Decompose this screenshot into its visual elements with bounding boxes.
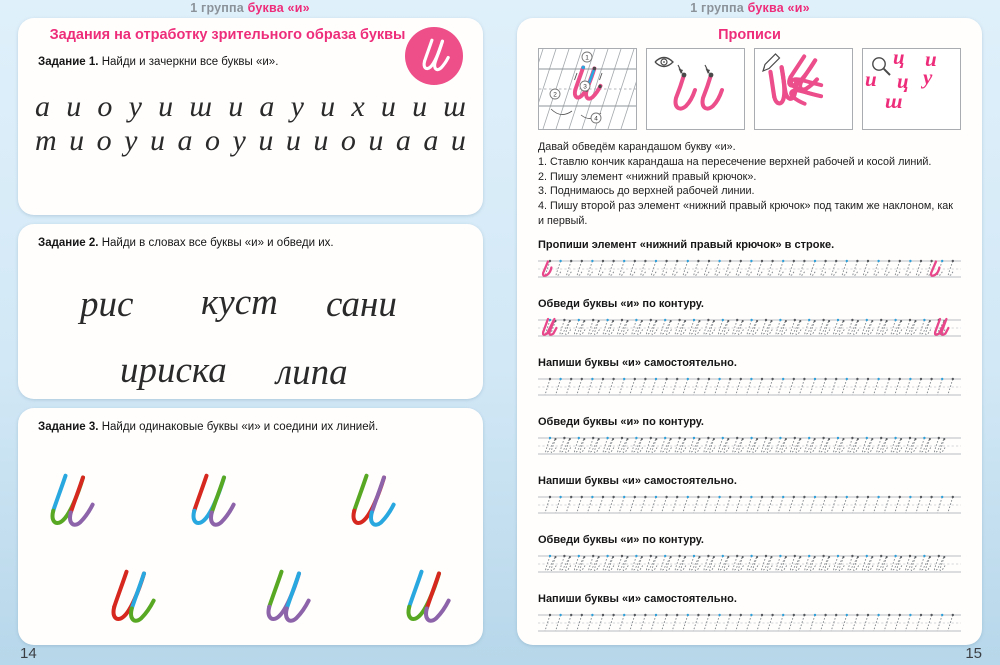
svg-text:2: 2: [553, 91, 557, 99]
practice-writing-line: [538, 433, 961, 459]
left-page-title: Задания на отработку зрительного образа буквы: [49, 27, 406, 43]
intro-text: Давай обведём карандашом букву «и».: [538, 141, 736, 153]
slant-grid-demo-icon: [539, 49, 636, 129]
practice-writing-line: [538, 610, 961, 636]
practice-line-label: Напиши буквы «и» самостоятельно.: [538, 357, 737, 370]
cursive-letter-i-icon: [413, 37, 455, 75]
cursive-letter: о: [205, 123, 220, 157]
cursive-letter: у: [124, 123, 138, 157]
svg-text:4: 4: [594, 115, 598, 123]
cursive-letter: а: [177, 123, 193, 157]
pink-letter: у: [923, 65, 933, 89]
colored-letter-i: [390, 566, 460, 630]
instruction-steps: [538, 155, 961, 228]
cursive-letter: и: [158, 90, 174, 123]
pink-letter: ш: [885, 89, 903, 113]
practice-line-label: Обведи буквы «и» по контуру.: [538, 298, 704, 311]
group-label: 1 группа: [690, 1, 744, 15]
cursive-letter: а: [395, 123, 411, 157]
write-demo-box: [754, 48, 853, 130]
task1-card: [18, 18, 483, 215]
cursive-letter: о: [340, 123, 356, 157]
practice-line-label: Обведи буквы «и» по контуру.: [538, 416, 704, 429]
practice-writing-line: [538, 492, 961, 518]
cursive-letter: и: [258, 123, 274, 157]
cursive-letter: и: [412, 90, 428, 123]
cursive-letter: а: [423, 123, 439, 157]
instruction-step: 2. Пишу элемент «нижний правый крючок».: [538, 170, 757, 183]
cursive-letter: у: [232, 123, 246, 157]
find-demo-box: [862, 48, 961, 130]
letter-search-field: [18, 90, 483, 157]
cursive-letter: о: [97, 90, 113, 123]
task2-card: [18, 224, 483, 399]
task1-text: Найди и зачеркни все буквы «и».: [101, 56, 279, 68]
cursive-letter: х: [351, 90, 365, 123]
letter-label: буква «и»: [247, 1, 310, 15]
cursive-word: сани: [326, 284, 397, 325]
group-label: 1 группа: [190, 1, 244, 15]
hook-demo-drawing: [647, 49, 744, 129]
cursive-letter: ш: [189, 90, 212, 123]
cursive-letter: и: [368, 123, 384, 157]
svg-text:3: 3: [583, 83, 587, 91]
cursive-letter: ш: [443, 90, 466, 123]
practice-line-label: Обведи буквы «и» по контуру.: [538, 534, 704, 547]
cursive-word: липа: [276, 352, 348, 393]
cursive-letter: и: [285, 123, 301, 157]
page-number-left: 14: [20, 645, 37, 662]
cursive-word: ириска: [120, 350, 227, 391]
pink-letter: ц: [897, 69, 909, 93]
right-page-header: [500, 1, 1000, 15]
letter-badge: [405, 27, 463, 85]
tangled-letters-drawing: [755, 49, 852, 129]
task1-label: Задание 1.: [38, 56, 99, 68]
colored-letter-i: [250, 566, 320, 630]
cursive-letter: у: [128, 90, 142, 123]
writing-grid-box: [538, 48, 637, 130]
practice-writing-line: [538, 551, 961, 577]
left-page-header: [0, 1, 500, 15]
letter-row: [18, 90, 483, 124]
instruction-step: 1. Ставлю кончик карандаша на пересечение верхней рабочей и косой линий.: [538, 156, 932, 169]
task2-label: Задание 2.: [38, 237, 99, 249]
cursive-letter: т: [35, 123, 57, 157]
words-area: [18, 249, 483, 393]
page-number-right: 15: [965, 645, 982, 662]
task1-heading: [38, 56, 463, 68]
cursive-letter: у: [290, 90, 304, 123]
cursive-letter: о: [96, 123, 112, 157]
practice-line-label: Напиши буквы «и» самостоятельно.: [538, 475, 737, 488]
practice-writing-line: [538, 315, 961, 341]
propisi-card: [517, 18, 982, 645]
practice-area: [517, 239, 982, 636]
pink-letter: и: [865, 67, 877, 91]
pencil-icon: [763, 54, 780, 71]
task3-card: [18, 408, 483, 645]
cursive-letter: и: [380, 90, 396, 123]
colored-letter-i: [34, 470, 104, 534]
instruction-step: 3. Поднимаюсь до верхней рабочей линии.: [538, 185, 755, 198]
task3-label: Задание 3.: [38, 421, 99, 433]
colored-letters-area: [18, 408, 483, 645]
cursive-letter: и: [150, 123, 165, 157]
cursive-letter: и: [69, 123, 85, 157]
instruction-boxes: [538, 48, 961, 130]
right-page-title: Прописи: [718, 27, 781, 43]
cursive-letter: а: [259, 90, 275, 123]
practice-writing-line: [538, 256, 961, 282]
colored-letter-i: [95, 566, 165, 630]
cursive-letter: и: [320, 90, 336, 123]
practice-line-label: Пропиши элемент «нижний правый крючок» в строке.: [538, 239, 835, 252]
cursive-letter: и: [66, 90, 82, 123]
look-demo-box: [646, 48, 745, 130]
task2-heading: [38, 237, 463, 249]
svg-text:1: 1: [585, 54, 589, 62]
task3-text: Найди одинаковые буквы «и» и соедини их линией.: [101, 421, 379, 433]
cursive-letter: и: [228, 90, 244, 123]
colored-letter-i: [335, 470, 405, 534]
cursive-word: рис: [80, 284, 134, 325]
colored-letter-i: [175, 470, 245, 534]
pink-letter: и: [925, 48, 937, 71]
eye-icon: [655, 58, 673, 67]
letter-row: [18, 124, 483, 158]
practice-writing-line: [538, 374, 961, 400]
task2-text: Найди в словах все буквы «и» и обведи их.: [101, 237, 334, 249]
letter-label: буква «и»: [747, 1, 810, 15]
cursive-letter: а: [35, 90, 50, 123]
cursive-letter: и: [313, 123, 329, 157]
pink-letter: ц: [893, 48, 905, 69]
cursive-word: куст: [201, 282, 278, 323]
instruction-step: 4. Пишу второй раз элемент «нижний правый крючок» под таким же наклоном, как и первый.: [538, 200, 954, 227]
cursive-letter: и: [450, 123, 466, 157]
practice-line-label: Напиши буквы «и» самостоятельно.: [538, 593, 737, 606]
